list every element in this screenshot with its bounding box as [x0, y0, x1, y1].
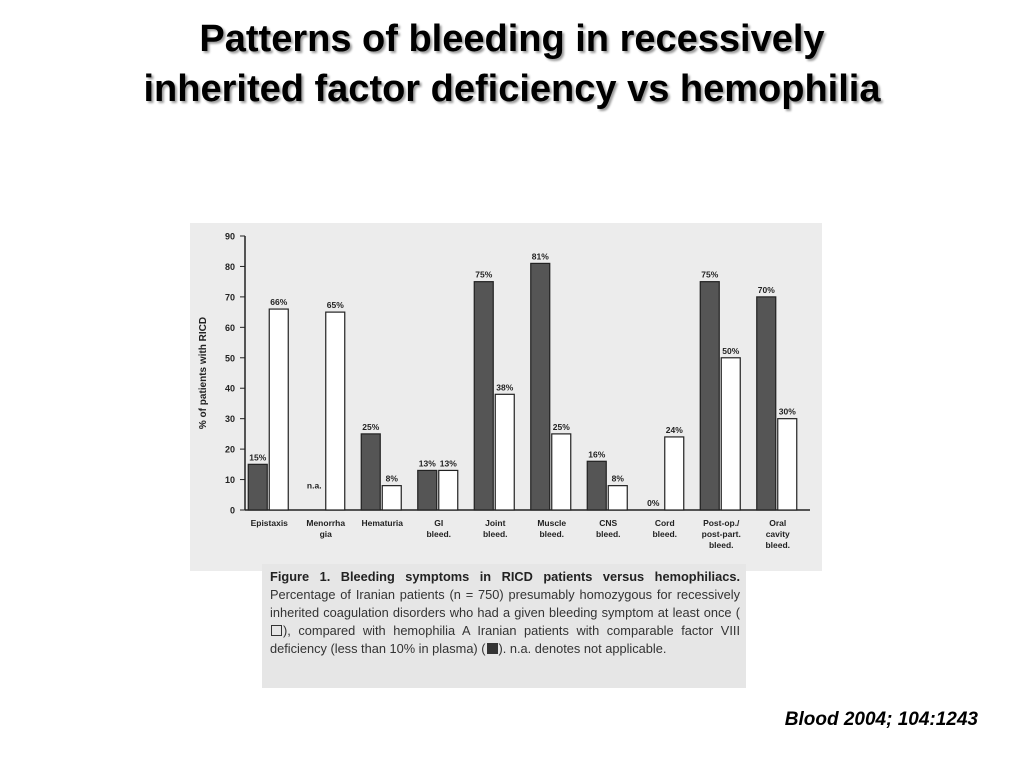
data-label: 13%: [418, 458, 436, 469]
bar-hemophilia: [757, 297, 776, 510]
bar-ricd: [608, 486, 627, 510]
caption-text-1: Percentage of Iranian patients (n = 750) presumably homozygous for recessively inherited coagulation disorders who had a given bleeding symptom at least once (: [270, 587, 740, 620]
caption-text-3: ). n.a. denotes not applicable.: [498, 641, 667, 656]
x-tick-label: CNS: [599, 518, 618, 528]
bar-hemophilia: [474, 282, 493, 510]
x-tick-label: bleed.: [652, 529, 678, 539]
data-label: 70%: [757, 284, 775, 295]
x-tick-label: bleed.: [426, 529, 452, 539]
filled-square-icon: [487, 643, 498, 654]
data-label: 38%: [496, 382, 514, 393]
x-tick-label: Oral: [769, 518, 787, 528]
x-tick-label: GI: [434, 518, 444, 528]
bar-ricd: [495, 394, 514, 510]
slide-title-line-2: inherited factor deficiency vs hemophilia: [143, 68, 881, 110]
x-tick-label: Menorrha: [306, 518, 346, 528]
x-tick-label: Epistaxis: [250, 518, 288, 528]
data-label: 66%: [270, 297, 288, 308]
bar-hemophilia: [361, 434, 380, 510]
bar-hemophilia: [248, 464, 267, 510]
bar-ricd: [439, 470, 458, 510]
x-tick-label: gia: [319, 529, 332, 539]
x-tick-label: bleed.: [595, 529, 621, 539]
y-tick-label: 20: [224, 444, 235, 455]
bar-ricd: [382, 486, 401, 510]
bar-hemophilia: [531, 263, 550, 510]
data-label: 50%: [722, 345, 740, 356]
figure-caption: [262, 564, 746, 688]
x-tick-label: bleed.: [765, 540, 791, 550]
x-tick-label: Post-op./: [703, 518, 740, 528]
y-tick-label: 40: [224, 383, 235, 394]
y-axis-label: % of patients with RICD: [198, 316, 209, 430]
bar-ricd: [326, 312, 345, 510]
y-tick-label: 30: [224, 414, 235, 425]
open-square-icon: [271, 625, 282, 636]
slide-title: [0, 14, 1024, 114]
bar-hemophilia: [587, 461, 606, 510]
x-tick-label: bleed.: [482, 529, 508, 539]
y-tick-label: 90: [224, 231, 235, 242]
bar-ricd: [778, 419, 797, 510]
bar-ricd: [269, 309, 288, 510]
x-tick-label: cavity: [765, 529, 790, 539]
data-label: 8%: [385, 473, 398, 484]
data-label: 25%: [362, 421, 380, 432]
data-label: 30%: [778, 406, 796, 417]
y-tick-label: 10: [224, 475, 235, 486]
bar-ricd: [665, 437, 684, 510]
data-label: 0%: [647, 498, 660, 508]
caption-text-2: ), compared with hemophilia A Iranian patients with comparable factor VIII deficiency (less than 10% in plasma) (: [270, 623, 740, 656]
y-tick-label: 50: [224, 353, 235, 364]
citation: Blood 2004; 104:1243: [784, 709, 978, 730]
data-label: 15%: [249, 452, 267, 463]
x-tick-label: Cord: [654, 518, 675, 528]
data-label: 25%: [552, 421, 570, 432]
slide-title-line-1: Patterns of bleeding in recessively: [199, 18, 825, 60]
y-tick-label: 60: [224, 322, 235, 333]
bar-hemophilia: [700, 282, 719, 510]
y-tick-label: 80: [224, 261, 235, 272]
figure-panel: [190, 223, 822, 571]
data-label: 8%: [611, 473, 624, 484]
data-label: 81%: [531, 251, 549, 262]
bar-hemophilia: [418, 470, 437, 510]
x-tick-label: Hematuria: [361, 518, 404, 528]
data-label: n.a.: [306, 480, 322, 491]
bar-ricd: [552, 434, 571, 510]
bar-chart: [190, 223, 822, 571]
y-tick-label: 70: [224, 292, 235, 303]
data-label: 75%: [701, 269, 719, 280]
bar-ricd: [721, 358, 740, 510]
caption-title: Figure 1. Bleeding symptoms in RICD patients versus hemophiliacs.: [270, 569, 740, 584]
data-label: 65%: [326, 300, 344, 311]
x-tick-label: Joint: [485, 518, 506, 528]
x-tick-label: Muscle: [537, 518, 567, 528]
y-tick-label: 0: [229, 505, 235, 516]
data-label: 75%: [475, 269, 493, 280]
x-tick-label: post-part.: [701, 529, 741, 539]
data-label: 13%: [439, 458, 457, 469]
data-label: 24%: [665, 424, 683, 435]
x-tick-label: bleed.: [539, 529, 565, 539]
x-tick-label: bleed.: [708, 540, 734, 550]
data-label: 16%: [588, 449, 606, 460]
